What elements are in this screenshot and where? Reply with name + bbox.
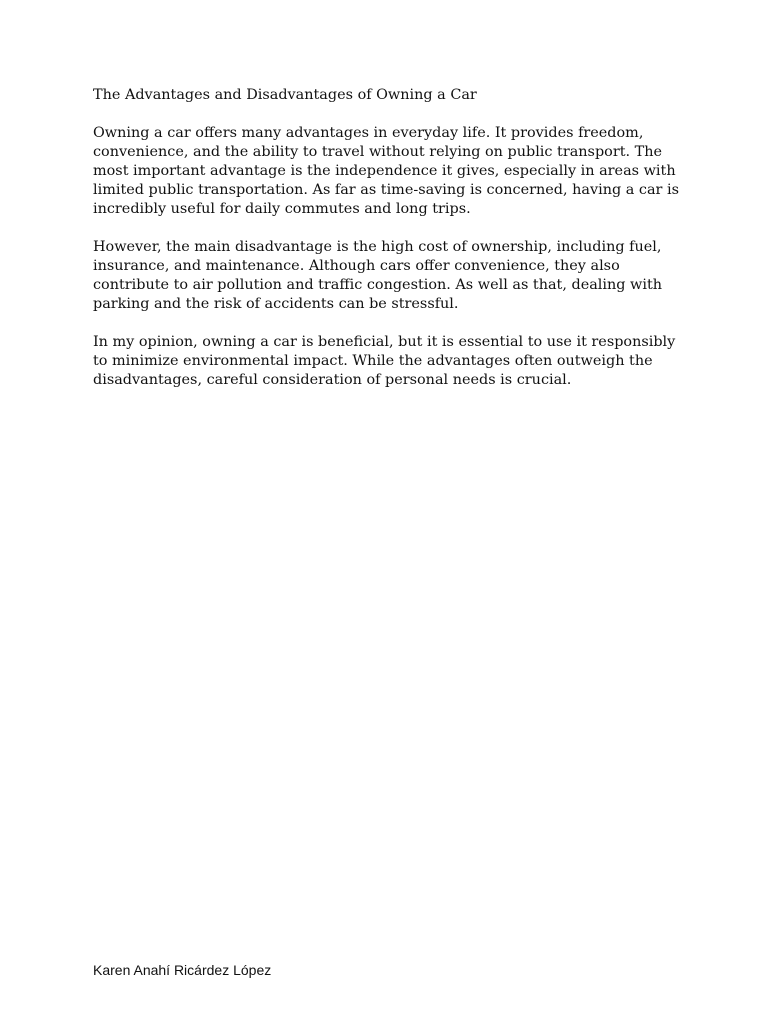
document-title: The Advantages and Disadvantages of Owning a Car (93, 87, 477, 103)
author-name: Karen Anahí Ricárdez López (93, 962, 272, 978)
paragraph-disadvantages: However, the main disadvantage is the high cost of ownership, including fuel, insurance, and maintenance. Although cars offer convenience, they also contribute to air pollution and traffic congestion. As well as that, dealing with parking and the risk of accidents can be stressful. (93, 239, 663, 312)
document-body (93, 86, 683, 409)
paragraph-opinion: In my opinion, owning a car is beneficial, but it is essential to use it responsibly to minimize environmental impact. While the advantages often outweigh the disadvantages, careful consideration of personal needs is crucial. (93, 334, 676, 388)
paragraph-advantages: Owning a car offers many advantages in everyday life. It provides freedom, convenience, and the ability to travel without relying on public transport. The most important advantage is the independence it gives, especially in areas with limited public transportation. As far as time-saving is concerned, having a car is incredibly useful for daily commutes and long trips. (93, 125, 679, 217)
